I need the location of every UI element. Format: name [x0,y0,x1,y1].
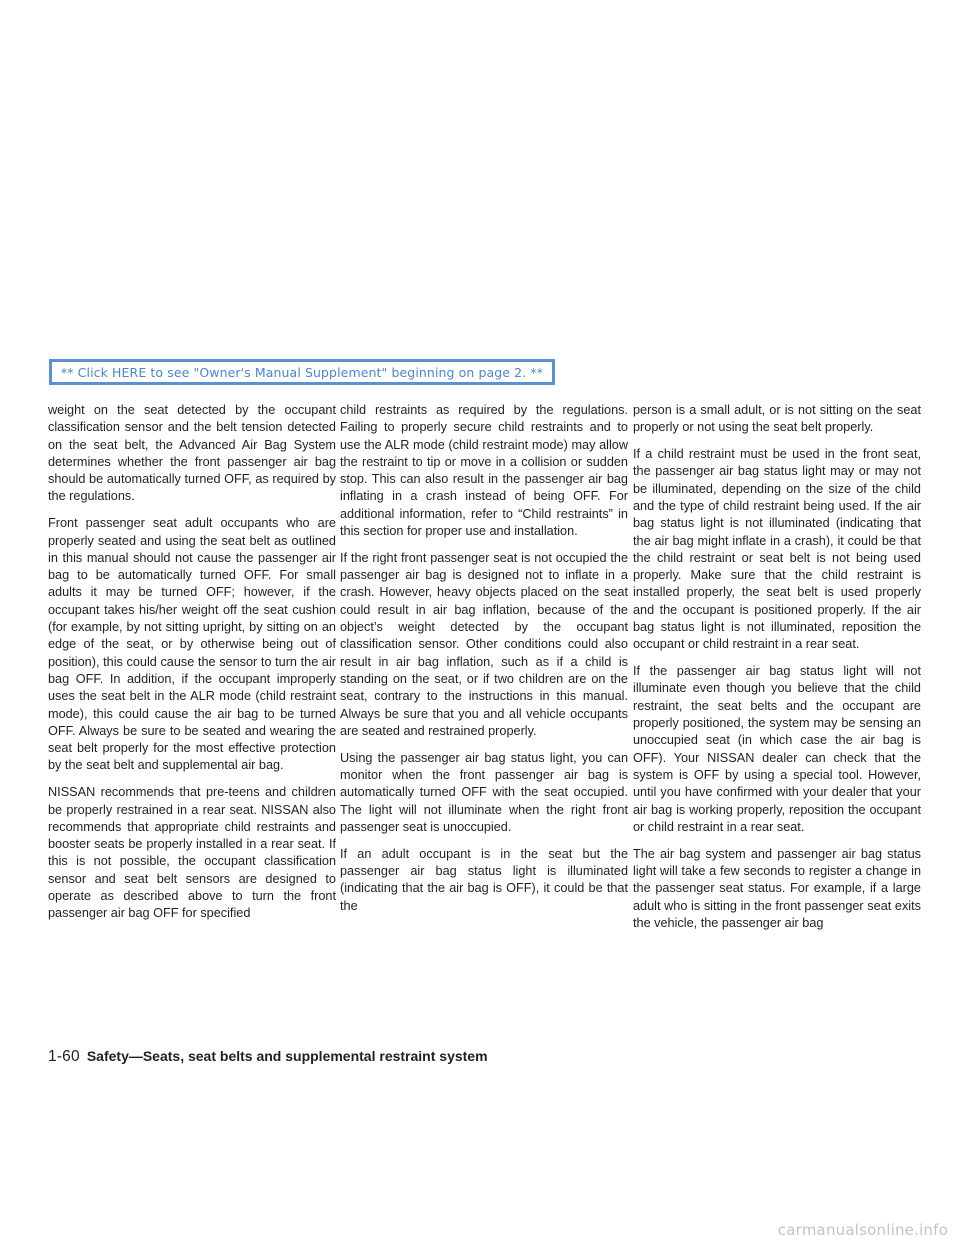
paragraph: Using the passenger air bag status light, you can monitor when the front passenger air bag is automatically turned OFF with the seat occupied. The light will not illuminate when the right front passenger seat is unoccupied. [340,750,628,834]
text-column-2 [340,402,628,924]
text-column-3 [633,402,921,942]
paragraph: Front passenger seat adult occupants who are properly seated and using the seat belt as outlined in this manual should not cause the passenger air bag to be automatically turned OFF. For small adults it may be turned OFF; however, if the occupant takes his/her weight off the seat cushion (for example, by not sitting upright, by sitting on an edge of the seat, or by otherwise being out of position), this could cause the sensor to turn the air bag OFF. In addition, if the occupant improperly uses the seat belt in the ALR mode (child restraint mode), this could cause the air bag to be turned OFF. Always be sure to be seated and wearing the seat belt properly for the most effective protection by the seat belt and supplemental air bag. [48,516,336,773]
page-footer [48,1048,488,1066]
page-number: 1-60 [48,1048,80,1065]
paragraph: If an adult occupant is in the seat but the passenger air bag status light is illuminated (indicating that the air bag is OFF), it could be that the [340,846,628,913]
owners-manual-supplement-link[interactable] [49,359,555,385]
paragraph: weight on the seat detected by the occupant classification sensor and the belt tension detected on the seat belt, the Advanced Air Bag System determines whether the front passenger air bag should be automatically turned OFF, as required by the regulations. [48,403,336,504]
paragraph: If the passenger air bag status light will not illuminate even though you believe that the child restraint, the seat belts and the occupant are properly positioned, the system may be sensing an unoccupied seat (in which case the air bag is OFF). Your NISSAN dealer can check that the system is OFF by using a special tool. However, until you have confirmed with your dealer that your air bag is working properly, reposition the occupant or child restraint in a rear seat. [633,664,921,834]
paragraph: child restraints as required by the regulations. Failing to properly secure child restraints and to use the ALR mode (child restraint mode) may allow the restraint to tip or move in a collision or sudden stop. This can also result in the passenger air bag inflating in a crash instead of being OFF. For additional information, refer to “Child restraints” in this section for proper use and installation. [340,403,628,539]
banner-link-text[interactable]: ** Click HERE to see "Owner's Manual Supplement" beginning on page 2. ** [60,364,544,380]
paragraph: person is a small adult, or is not sitting on the seat properly or not using the seat belt properly. [633,403,921,435]
paragraph: The air bag system and passenger air bag status light will take a few seconds to register a change in the passenger seat status. For example, if a large adult who is sitting in the front passenger seat exits the vehicle, the passenger air bag [633,846,921,930]
section-title: Safety—Seats, seat belts and supplemental restraint system [86,1048,488,1064]
site-watermark: carmanualsonline.info [777,1221,948,1239]
paragraph: NISSAN recommends that pre-teens and children be properly restrained in a rear seat. NISSAN also recommends that appropriate child restraints and booster seats be properly installed in a rear seat. If this is not possible, the occupant classification sensor and seat belt sensors are designed to operate as described above to turn the front passenger air bag OFF for specified [48,785,336,921]
text-column-1 [48,402,336,932]
paragraph: If a child restraint must be used in the front seat, the passenger air bag status light may or may not be illuminated, depending on the size of the child and the type of child restraint being used. If the air bag status light is not illuminated (indicating that the air bag might inflate in a crash), it could be that the child restraint or seat belt is not being used properly. Make sure that the child restraint is installed properly, the seat belt is used properly and the occupant is positioned properly. If the air bag status light is not illuminated, reposition the occupant or child restraint in a rear seat. [633,447,921,652]
paragraph: If the right front passenger seat is not occupied the passenger air bag is designed not to inflate in a crash. However, heavy objects placed on the seat could result in air bag inflation, because of the object’s weight detected by the occupant classification sensor. Other conditions could also result in air bag inflation, such as if a child is standing on the seat, or if two children are on the seat, contrary to the instructions in this manual. Always be sure that you and all vehicle occupants are seated and restrained properly. [340,550,628,738]
